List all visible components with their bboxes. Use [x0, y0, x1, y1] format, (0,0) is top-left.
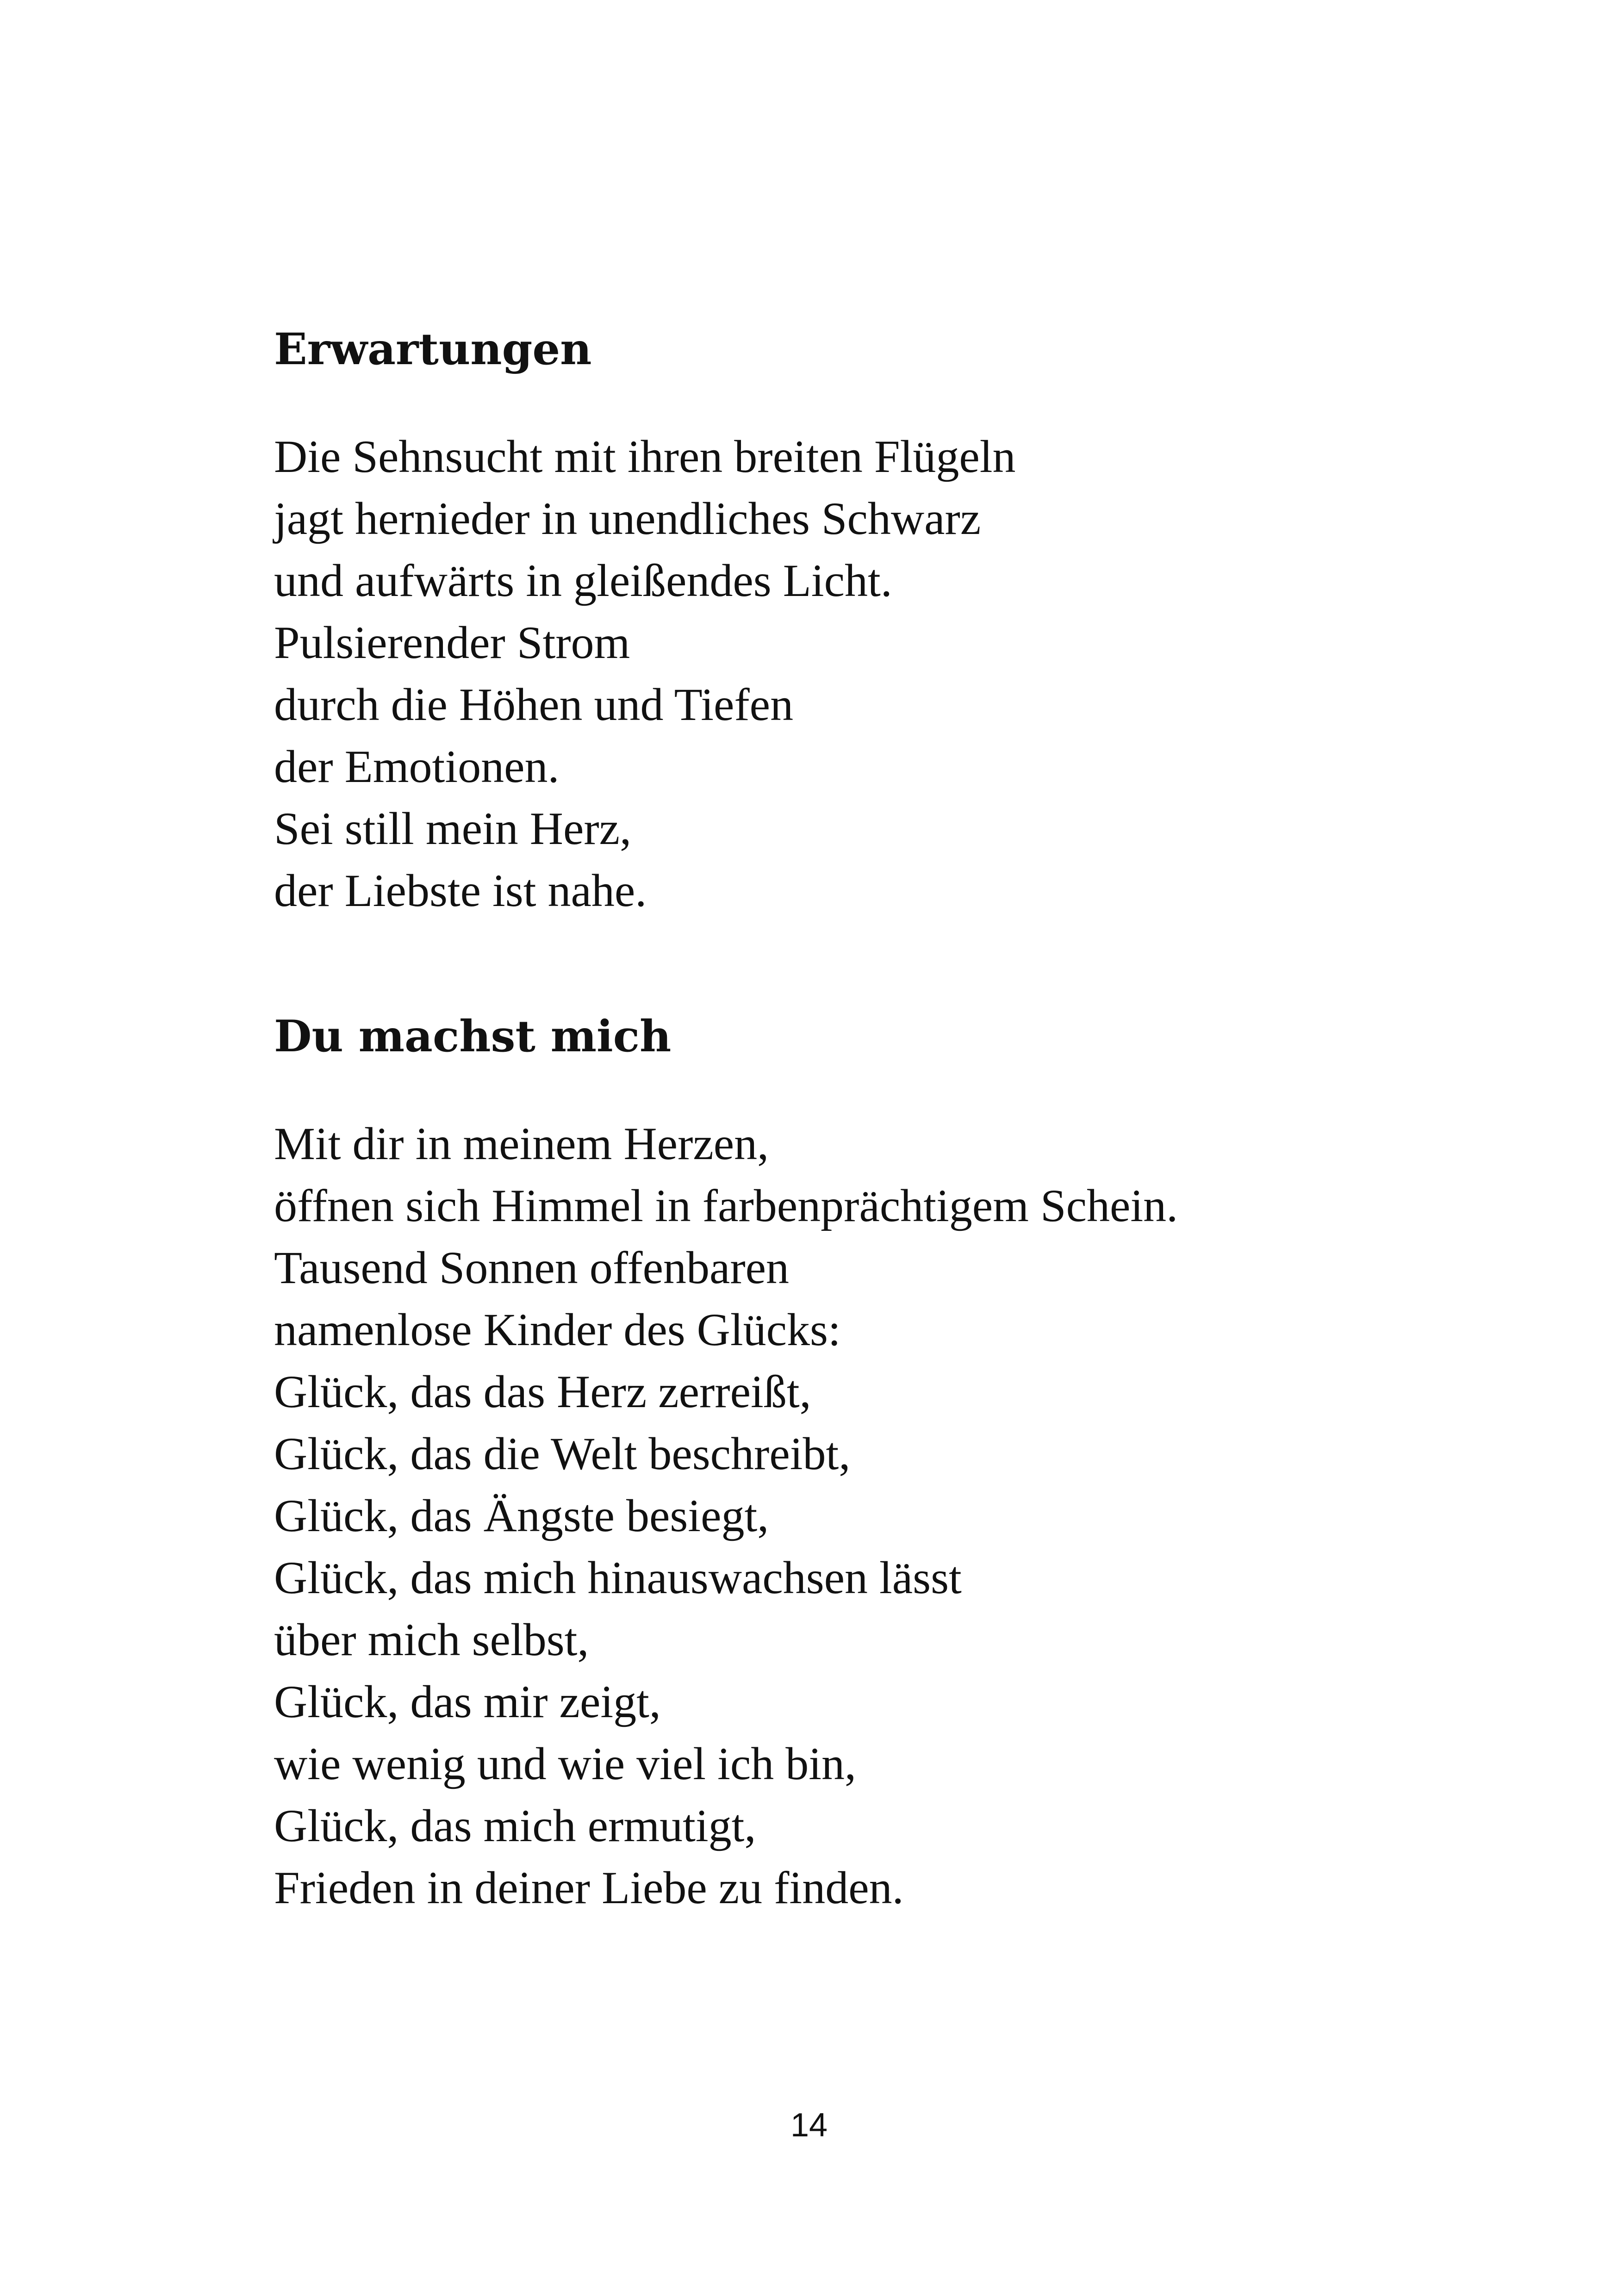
poem-line: Mit dir in meinem Herzen,	[274, 1118, 769, 1169]
poem-line: durch die Höhen und Tiefen	[274, 679, 794, 730]
poem-line: Glück, das die Welt beschreibt,	[274, 1428, 851, 1479]
poem-line: Tausend Sonnen offenbaren	[274, 1242, 790, 1293]
poem-line: Glück, das Ängste besiegt,	[274, 1490, 769, 1541]
poem-line: Sei still mein Herz,	[274, 803, 632, 854]
poem-line: und aufwärts in gleißendes Licht.	[274, 555, 892, 606]
poem-line: jagt hernieder in unendliches Schwarz	[274, 493, 981, 544]
poem-du-machst-mich	[274, 1006, 1178, 1919]
poem-line: Glück, das mich hinauswachsen lässt	[274, 1552, 962, 1603]
poem-lines	[274, 1113, 1178, 1919]
poem-line: öffnen sich Himmel in farbenprächtigem Schein.	[274, 1180, 1178, 1231]
poem-line: Glück, das das Herz zerreißt,	[274, 1366, 811, 1417]
poem-line: namenlose Kinder des Glücks:	[274, 1304, 841, 1355]
poem-lines	[274, 426, 1016, 922]
poem-line: Frieden in deiner Liebe zu finden.	[274, 1862, 904, 1913]
poem-title: Du machst mich	[274, 1011, 672, 1062]
poem-line: wie wenig und wie viel ich bin,	[274, 1738, 857, 1789]
poem-line: der Emotionen.	[274, 741, 560, 792]
page-number: 14	[790, 2107, 828, 2144]
poem-line: Glück, das mir zeigt,	[274, 1676, 661, 1727]
poem-line: Glück, das mich ermutigt,	[274, 1800, 756, 1851]
poem-erwartungen	[274, 319, 1016, 922]
poem-line: Die Sehnsucht mit ihren breiten Flügeln	[274, 431, 1016, 482]
poem-title: Erwartungen	[274, 324, 592, 375]
poem-line: der Liebste ist nahe.	[274, 865, 647, 916]
poem-line: Pulsierender Strom	[274, 617, 630, 668]
poem-line: über mich selbst,	[274, 1614, 589, 1665]
